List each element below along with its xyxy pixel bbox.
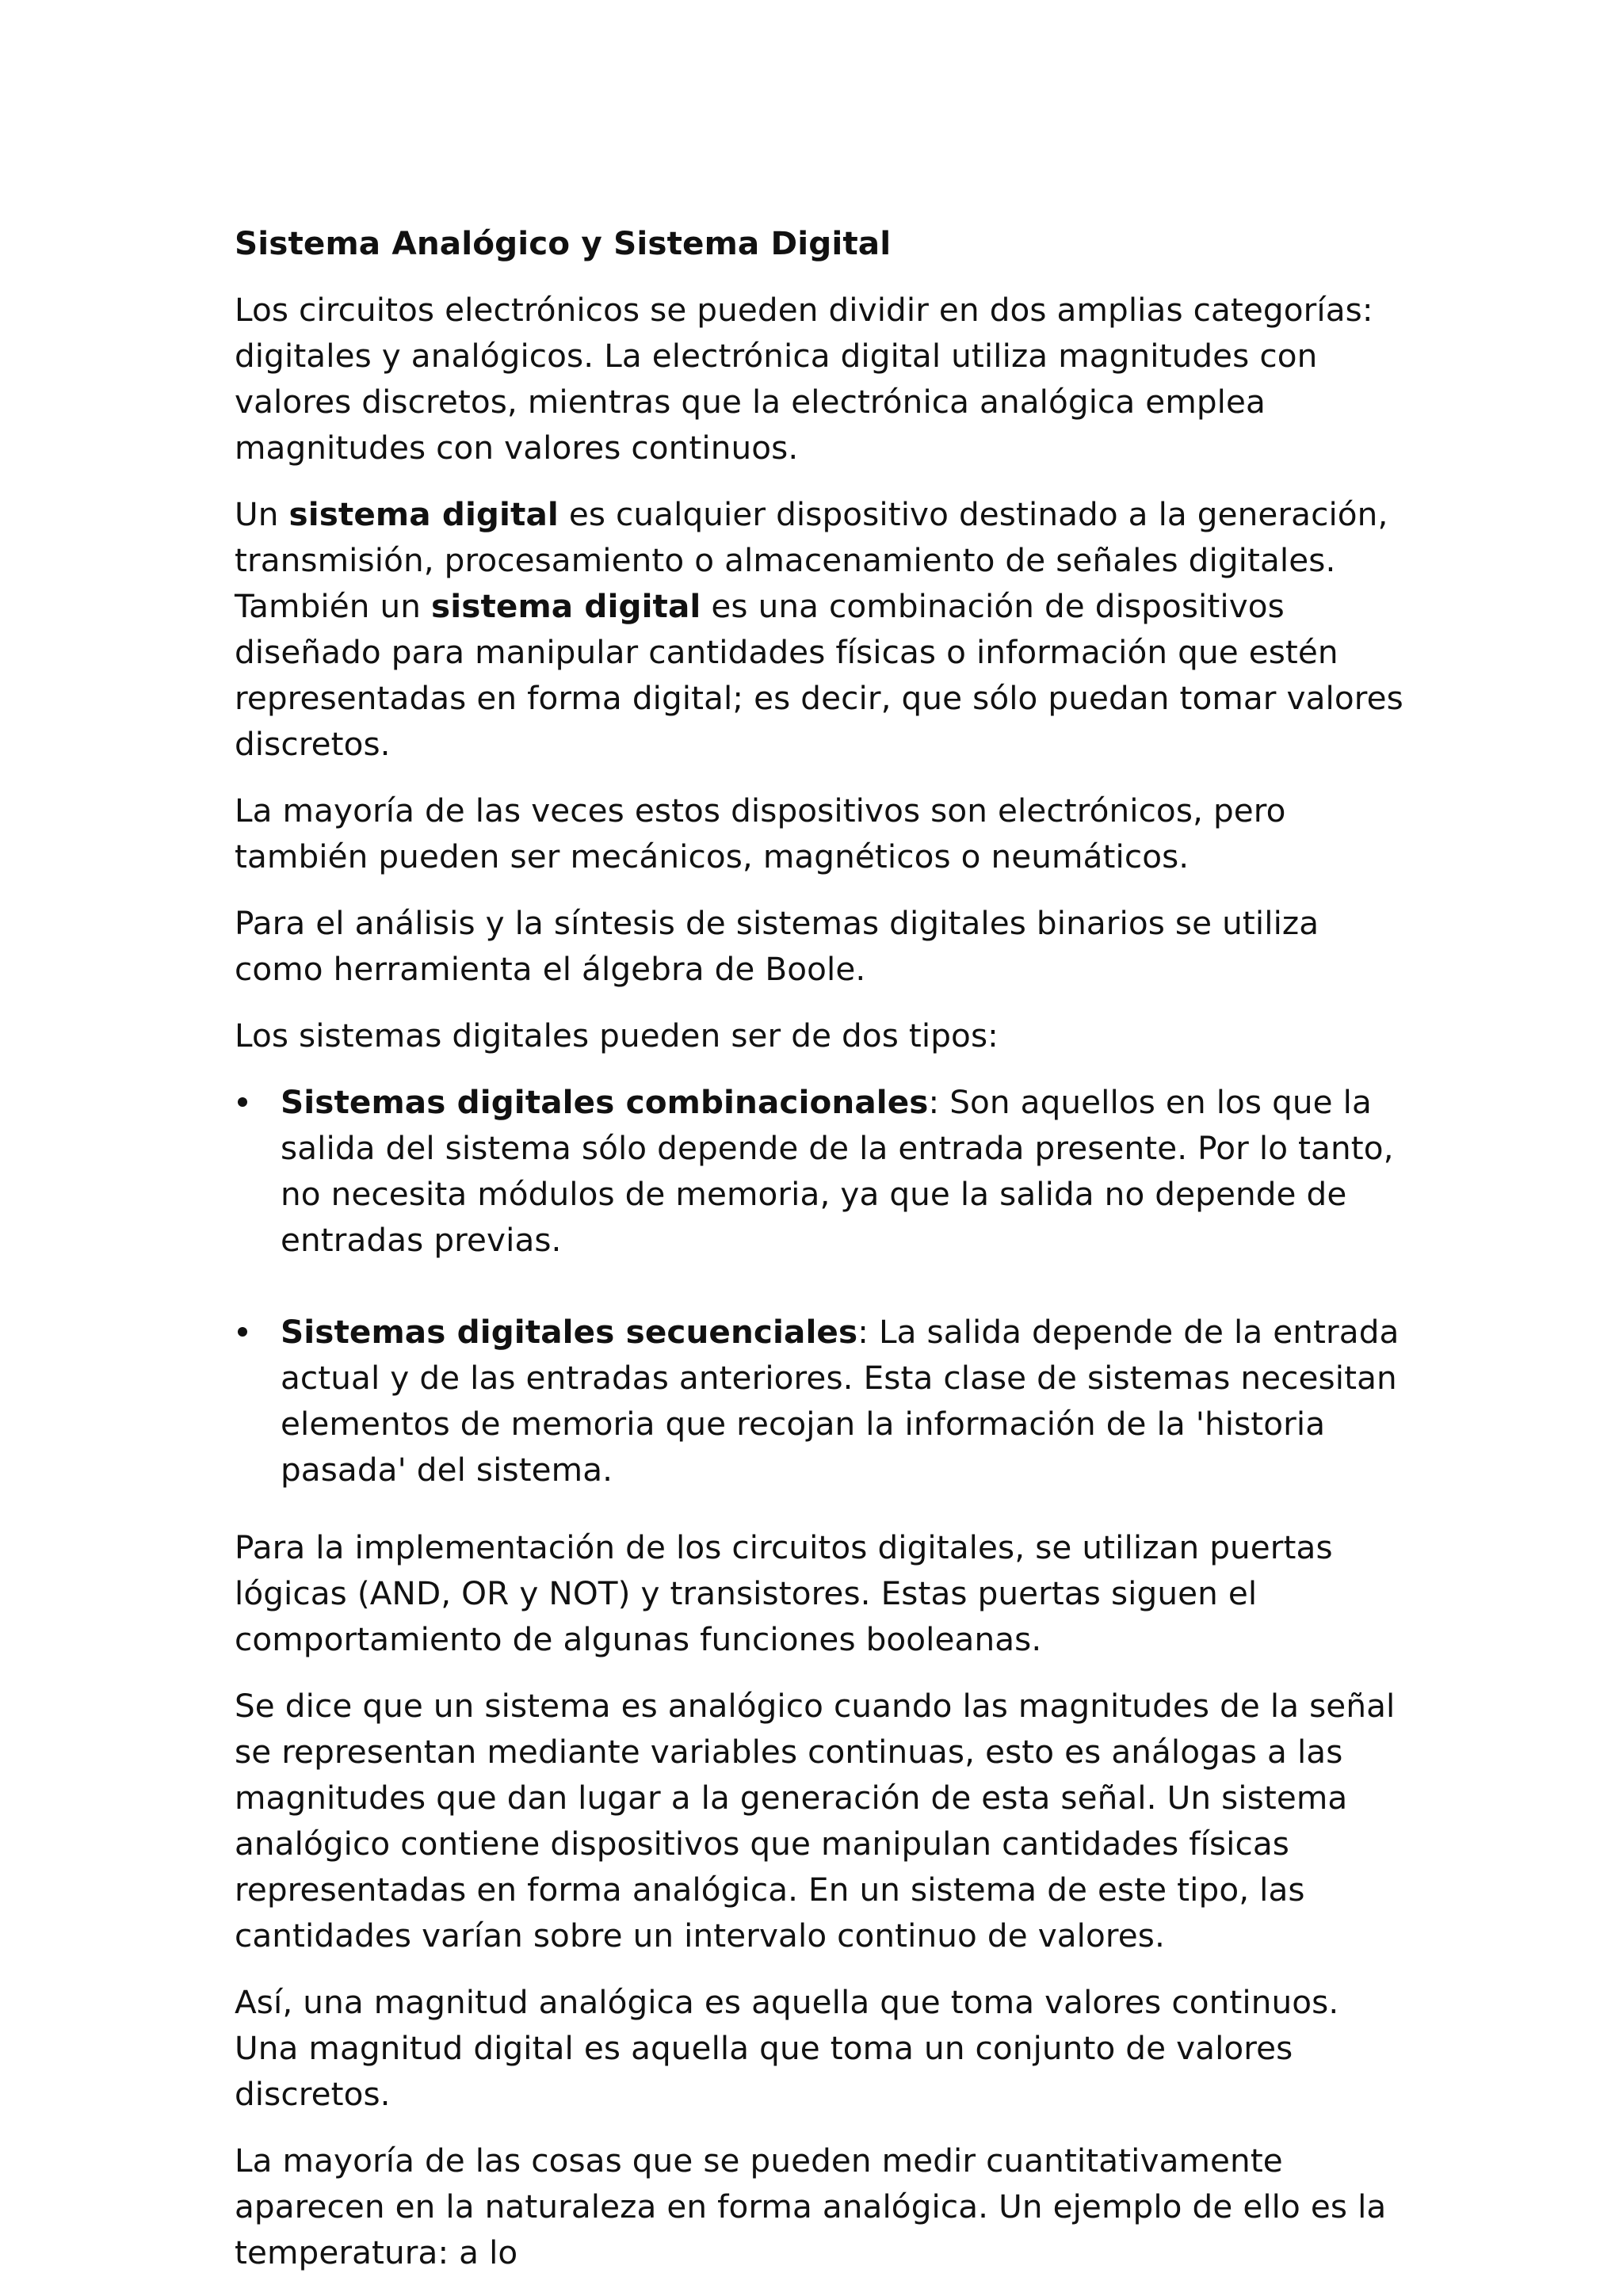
text-run: : Son aquellos en los que la salida del sistema sólo depende de la entrada presente. Por lo tanto, no necesita módulos de memoria, ya que la salida no depende de entradas previas.	[281, 1083, 1394, 1259]
paragraph-dispositivos: La mayoría de las veces estos dispositivos son electrónicos, pero también pueden ser mecánicos, magnéticos o neumáticos.	[235, 791, 1286, 875]
paragraph-tipos: Los sistemas digitales pueden ser de dos tipos:	[235, 1016, 999, 1055]
paragraph-sistema-digital	[235, 491, 1407, 767]
list-item	[235, 1309, 1407, 1493]
paragraph-temperatura: La mayoría de las cosas que se pueden medir cuantitativamente aparecen en la naturaleza en forma analógica. Un ejemplo de ello es la temperatura: a lo	[235, 2142, 1387, 2271]
bold-term: sistema digital	[431, 587, 701, 625]
bullet-icon	[238, 1327, 247, 1337]
paragraph-magnitudes: Así, una magnitud analógica es aquella que toma valores continuos. Una magnitud digital es aquella que toma un conjunto de valores discretos.	[235, 1983, 1339, 2113]
bullet-icon	[238, 1097, 247, 1107]
document-body	[235, 220, 1407, 2296]
bold-term: Sistemas digitales secuenciales	[281, 1313, 858, 1351]
paragraph-intro: Los circuitos electrónicos se pueden dividir en dos amplias categorías: digitales y analógicos. La electrónica digital utiliza magnitudes con valores discretos, mientras que la electrónica analógica emplea magnitudes con valores continuos.	[235, 291, 1373, 467]
text-run: : La salida depende de la entrada actual y de las entradas anteriores. Esta clase de sistemas necesitan elementos de memoria que recojan la información de la 'historia pasada' del sistema.	[281, 1313, 1400, 1489]
document-title: Sistema Analógico y Sistema Digital	[235, 224, 892, 262]
paragraph-boole: Para el análisis y la síntesis de sistemas digitales binarios se utiliza como herramienta el álgebra de Boole.	[235, 904, 1319, 988]
paragraph-sistema-analogico: Se dice que un sistema es analógico cuando las magnitudes de la señal se representan mediante variables continuas, esto es análogas a las magnitudes que dan lugar a la generación de esta señal. Un sistema analógico contiene dispositivos que manipulan cantidades físicas representadas en forma analógica. En un sistema de este tipo, las cantidades varían sobre un intervalo continuo de valores.	[235, 1687, 1396, 1955]
text-run: es cualquier dispositivo destinado a la generación, transmisión, procesamiento o almacenamiento de señales digitales. También un	[235, 495, 1388, 625]
bold-term: sistema digital	[288, 495, 559, 533]
paragraph-puertas-logicas: Para la implementación de los circuitos digitales, se utilizan puertas lógicas (AND, OR y NOT) y transistores. Estas puertas siguen el comportamiento de algunas funciones booleanas.	[235, 1528, 1333, 1658]
bold-term: Sistemas digitales combinacionales	[281, 1083, 929, 1121]
text-run: es una combinación de dispositivos diseñado para manipular cantidades físicas o información que estén representadas en forma digital; es decir, que sólo puedan tomar valores discretos.	[235, 587, 1403, 763]
list-item	[235, 1079, 1407, 1263]
text-run: Un	[235, 495, 289, 533]
bullet-list	[235, 1079, 1407, 1493]
